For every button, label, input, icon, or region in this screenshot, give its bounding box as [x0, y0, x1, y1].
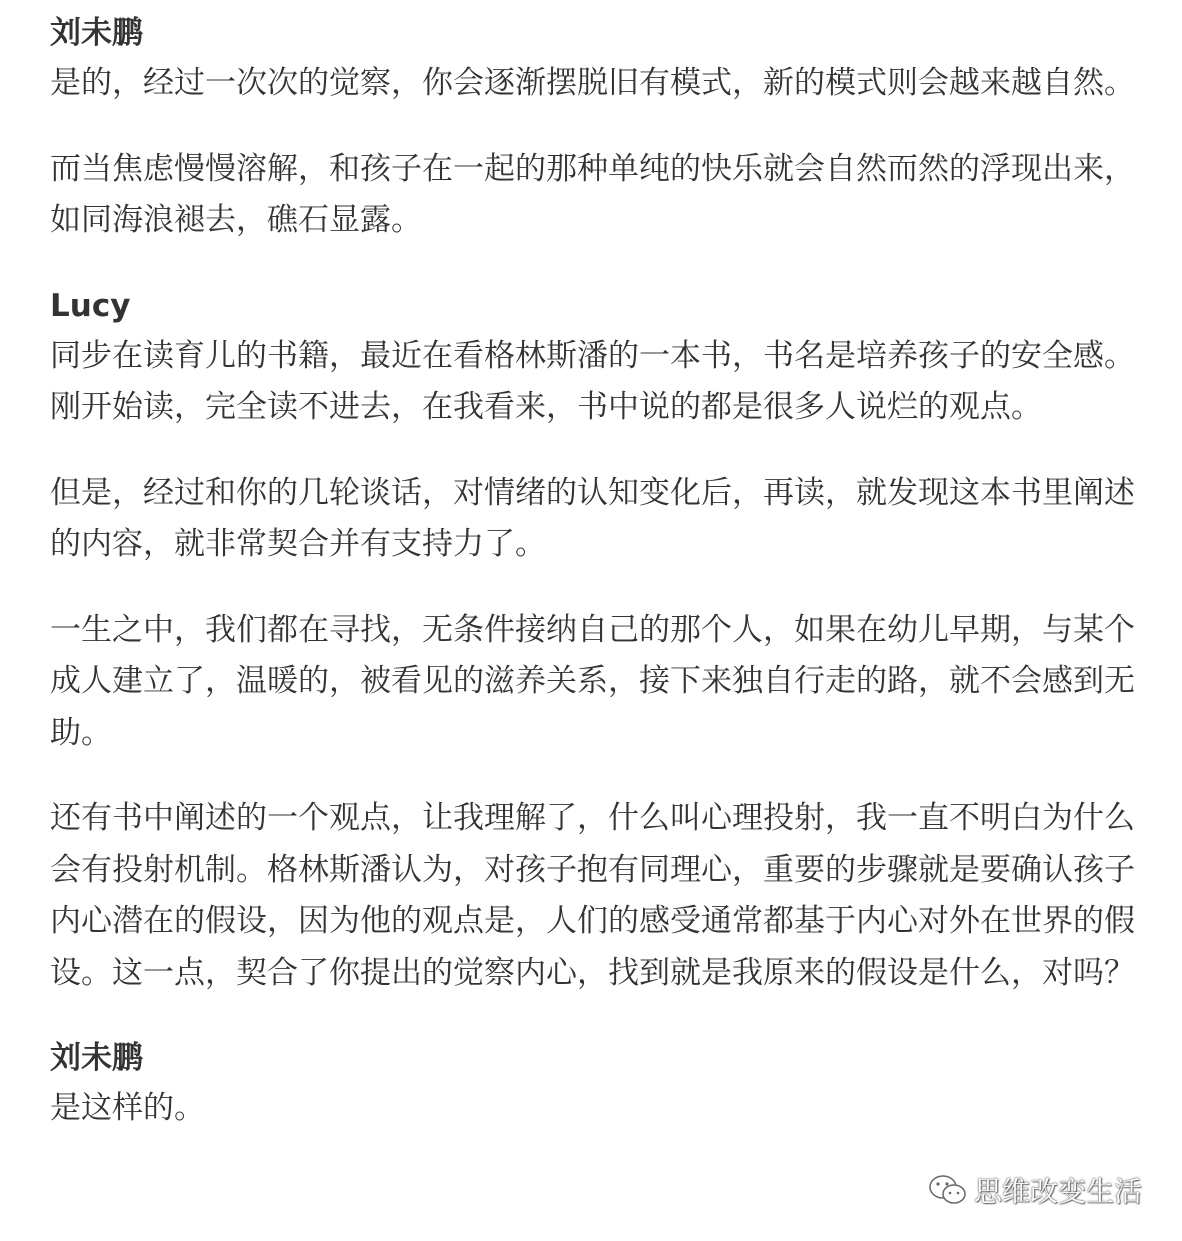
paragraph: 而当焦虑慢慢溶解，和孩子在一起的那种单纯的快乐就会自然而然的浮现出来，如同海浪褪去，礁石显露。 — [50, 150, 1135, 238]
speaker-name: Lucy — [50, 287, 131, 324]
paragraph: 但是，经过和你的几轮谈话，对情绪的认知变化后，再读，就发现这本书里阐述的内容，就非常契合并有支持力了。 — [50, 474, 1135, 562]
watermark — [928, 1170, 1142, 1210]
paragraph: 还有书中阐述的一个观点，让我理解了，什么叫心理投射，我一直不明白为什么会有投射机制。格林斯潘认为，对孩子抱有同理心，重要的步骤就是要确认孩子内心潜在的假设，因为他的观点是，人们的感受通常都基于内心对外在世界的假设。这一点，契合了你提出的觉察内心，找到就是我原来的假设是什么，对吗？ — [50, 800, 1135, 991]
wechat-icon — [928, 1174, 968, 1206]
paragraph: 是的，经过一次次的觉察，你会逐渐摆脱旧有模式，新的模式则会越来越自然。 — [50, 65, 1135, 101]
dialogue-block — [50, 281, 1140, 1000]
paragraph: 是这样的。 — [50, 1090, 205, 1126]
paragraph: 同步在读育儿的书籍，最近在看格林斯潘的一本书，书名是培养孩子的安全感。刚开始读，完全读不进去，在我看来，书中说的都是很多人说烂的观点。 — [50, 337, 1135, 425]
dialogue-block — [50, 1033, 1140, 1135]
speaker-name: 刘未鹏 — [50, 15, 143, 51]
watermark-text: 思维改变生活 — [973, 1175, 1142, 1208]
dialogue-block — [50, 8, 1140, 247]
speaker-name: 刘未鹏 — [50, 1040, 143, 1076]
paragraph: 一生之中，我们都在寻找，无条件接纳自己的那个人，如果在幼儿早期，与某个成人建立了，温暖的，被看见的滋养关系，接下来独自行走的路，就不会感到无助。 — [50, 611, 1135, 751]
article-body — [50, 8, 1140, 1169]
